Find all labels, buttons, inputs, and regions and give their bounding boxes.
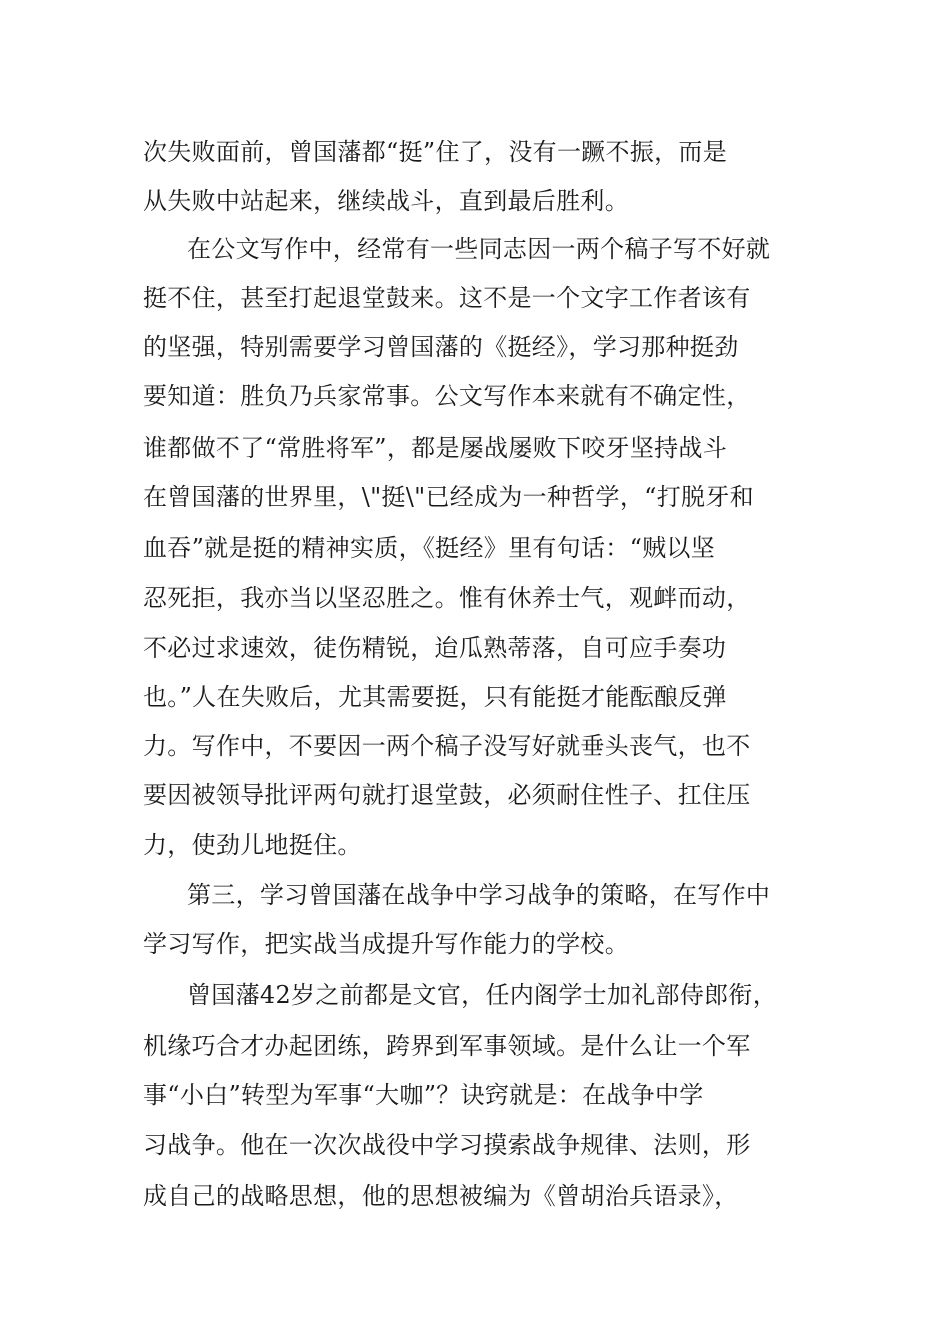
text-line: 事“小白”转型为军事“大咖”？诀窍就是：在战争中学 [143, 1081, 704, 1109]
paragraph-start-line: 曾国藩42岁之前都是文官，任内阁学士加礼部侍郎衔， [187, 981, 778, 1009]
text-line: 学习写作，把实战当成提升写作能力的学校。 [143, 930, 629, 958]
text-line: 在曾国藩的世界里，\"挺\"已经成为一种哲学，“打脱牙和 [143, 483, 754, 511]
text-line: 要因被领导批评两句就打退堂鼓，必须耐住性子、扛住压 [143, 781, 751, 809]
text-line: 要知道：胜负乃兵家常事。公文写作本来就有不确定性， [143, 382, 751, 410]
text-line: 忍死拒，我亦当以坚忍胜之。惟有休养士气，观衅而动， [143, 584, 751, 612]
text-line: 血吞”就是挺的精神实质，《挺经》里有句话：“贼以坚 [143, 534, 716, 562]
text-line: 的坚强，特别需要学习曾国藩的《挺经》，学习那种挺劲 [143, 333, 739, 361]
text-line: 次失败面前，曾国藩都“挺”住了，没有一蹶不振，而是 [143, 138, 728, 166]
text-line: 从失败中站起来，继续战斗，直到最后胜利。 [143, 187, 629, 215]
paragraph-start-line: 在公文写作中，经常有一些同志因一两个稿子写不好就 [187, 235, 771, 263]
text-line: 机缘巧合才办起团练，跨界到军事领域。是什么让一个军 [143, 1032, 751, 1060]
text-line: 习战争。他在一次次战役中学习摸索战争规律、法则，形 [143, 1131, 751, 1159]
text-line: 力。写作中，不要因一两个稿子没写好就垂头丧气，也不 [143, 732, 751, 760]
text-line: 也。”人在失败后，尤其需要挺，只有能挺才能酝酿反弹 [143, 683, 727, 711]
text-line: 不必过求速效，徒伤精锐，迨瓜熟蒂落，自可应手奏功 [143, 634, 727, 662]
text-line: 力，使劲儿地挺住。 [143, 831, 362, 859]
text-line: 谁都做不了“常胜将军”，都是屡战屡败下咬牙坚持战斗 [143, 434, 728, 462]
text-line: 成自己的战略思想，他的思想被编为《曾胡治兵语录》， [143, 1182, 739, 1210]
text-line: 挺不住，甚至打起退堂鼓来。这不是一个文字工作者该有 [143, 284, 751, 312]
paragraph-start-line: 第三，学习曾国藩在战争中学习战争的策略，在写作中 [187, 881, 771, 909]
